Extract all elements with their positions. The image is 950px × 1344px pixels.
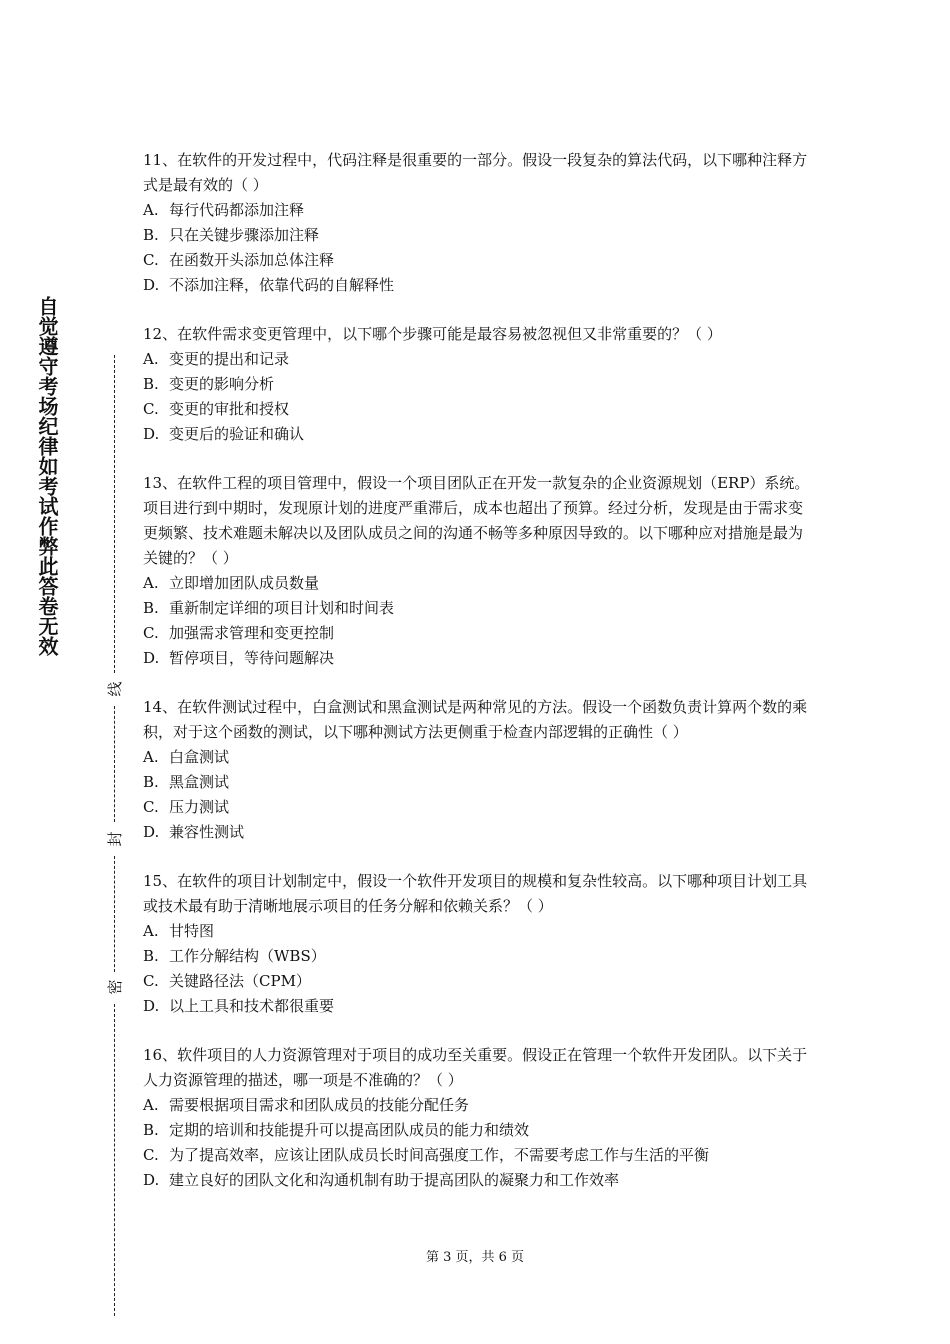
option-d (143, 273, 811, 298)
question-11 (143, 148, 811, 298)
option-text: 关键路径法（CPM） (169, 972, 311, 990)
option-d (143, 422, 811, 447)
option-b (143, 596, 811, 621)
option-letter: A. (143, 350, 159, 368)
option-text: 重新制定详细的项目计划和时间表 (169, 599, 395, 617)
binding-dash-line (114, 1004, 115, 1316)
option-text: 建立良好的团队文化和沟通机制有助于提高团队的凝聚力和工作效率 (169, 1171, 620, 1189)
option-letter: C. (143, 798, 159, 816)
option-letter: D. (143, 997, 160, 1015)
option-text: 加强需求管理和变更控制 (169, 624, 335, 642)
option-text: 甘特图 (169, 922, 215, 940)
binding-dash-line (114, 355, 115, 673)
option-a (143, 571, 811, 596)
option-letter: C. (143, 624, 159, 642)
question-15 (143, 869, 811, 1019)
option-d (143, 646, 811, 671)
option-letter: C. (143, 972, 159, 990)
option-text: 以上工具和技术都很重要 (169, 997, 335, 1015)
option-text: 变更的提出和记录 (169, 350, 290, 368)
option-c (143, 248, 811, 273)
option-letter: B. (143, 226, 159, 244)
option-text: 压力测试 (169, 798, 230, 816)
question-stem: 13、在软件工程的项目管理中，假设一个项目团队正在开发一款复杂的企业资源规划（ERP）系统。项目进行到中期时，发现原计划的进度严重滞后，成本也超出了预算。经过分析，发现是由于需求变更频繁、技术难题未解决以及团队成员之间的沟通不畅等多种原因导致的。以下哪种应对措施是最为关键的？（ ） (143, 474, 810, 567)
option-a (143, 198, 811, 223)
question-12 (143, 322, 811, 447)
option-c (143, 969, 811, 994)
binding-dash-line (114, 706, 115, 822)
binding-secret-char: 密 (106, 979, 124, 995)
binding-line-char: 线 (106, 681, 124, 697)
option-text: 在函数开头添加总体注释 (169, 251, 335, 269)
binding-seal-char: 封 (106, 831, 124, 847)
option-text: 变更的影响分析 (169, 375, 275, 393)
option-letter: C. (143, 400, 159, 418)
option-text: 暂停项目，等待问题解决 (169, 649, 335, 667)
option-a (143, 347, 811, 372)
page-number: 第 3 页，共 6 页 (425, 1250, 525, 1265)
option-letter: C. (143, 1146, 159, 1164)
option-text: 不添加注释，依靠代码的自解释性 (169, 276, 395, 294)
option-letter: D. (143, 1171, 160, 1189)
option-a (143, 1093, 811, 1118)
option-d (143, 820, 811, 845)
question-14 (143, 695, 811, 845)
option-letter: D. (143, 425, 160, 443)
option-a (143, 919, 811, 944)
question-stem: 14、在软件测试过程中，白盒测试和黑盒测试是两种常见的方法。假设一个函数负责计算两个数的乘积，对于这个函数的测试，以下哪种测试方法更侧重于检查内部逻辑的正确性（ ） (143, 698, 808, 741)
option-d (143, 1168, 811, 1193)
option-text: 变更的审批和授权 (169, 400, 290, 418)
option-letter: A. (143, 922, 159, 940)
option-letter: A. (143, 1096, 159, 1114)
option-letter: B. (143, 1121, 159, 1139)
option-letter: A. (143, 201, 159, 219)
option-text: 为了提高效率，应该让团队成员长时间高强度工作，不需要考虑工作与生活的平衡 (169, 1146, 710, 1164)
option-text: 立即增加团队成员数量 (169, 574, 320, 592)
option-letter: B. (143, 947, 159, 965)
option-letter: B. (143, 599, 159, 617)
option-letter: B. (143, 375, 159, 393)
option-a (143, 745, 811, 770)
question-stem: 12、在软件需求变更管理中，以下哪个步骤可能是最容易被忽视但又非常重要的？（ ） (143, 325, 722, 343)
option-text: 兼容性测试 (169, 823, 245, 841)
binding-dash-line (114, 856, 115, 972)
option-text: 每行代码都添加注释 (169, 201, 305, 219)
option-text: 需要根据项目需求和团队成员的技能分配任务 (169, 1096, 470, 1114)
option-b (143, 944, 811, 969)
question-list (143, 148, 811, 1217)
option-b (143, 223, 811, 248)
option-text: 定期的培训和技能提升可以提高团队成员的能力和绩效 (169, 1121, 530, 1139)
option-d (143, 994, 811, 1019)
option-c (143, 621, 811, 646)
option-text: 黑盒测试 (169, 773, 230, 791)
option-text: 变更后的验证和确认 (169, 425, 305, 443)
question-stem: 15、在软件的项目计划制定中，假设一个软件开发项目的规模和复杂性较高。以下哪种项目计划工具或技术最有助于清晰地展示项目的任务分解和依赖关系？（ ） (143, 872, 808, 915)
exam-discipline-notice: 自觉遵守考场纪律如考试作弊此答卷无效 (35, 296, 59, 656)
option-text: 白盒测试 (169, 748, 230, 766)
option-text: 工作分解结构（WBS） (169, 947, 326, 965)
option-c (143, 1143, 811, 1168)
option-letter: C. (143, 251, 159, 269)
question-16 (143, 1043, 811, 1193)
option-b (143, 1118, 811, 1143)
option-letter: D. (143, 276, 160, 294)
option-b (143, 770, 811, 795)
option-c (143, 795, 811, 820)
option-letter: D. (143, 823, 160, 841)
option-letter: B. (143, 773, 159, 791)
option-b (143, 372, 811, 397)
option-text: 只在关键步骤添加注释 (169, 226, 320, 244)
option-letter: A. (143, 748, 159, 766)
question-stem: 11、在软件的开发过程中，代码注释是很重要的一部分。假设一段复杂的算法代码，以下哪种注释方式是最有效的（ ） (143, 151, 808, 194)
option-c (143, 397, 811, 422)
question-stem: 16、软件项目的人力资源管理对于项目的成功至关重要。假设正在管理一个软件开发团队。以下关于人力资源管理的描述，哪一项是不准确的？（ ） (143, 1046, 808, 1089)
option-letter: A. (143, 574, 159, 592)
question-13 (143, 471, 811, 671)
option-letter: D. (143, 649, 160, 667)
